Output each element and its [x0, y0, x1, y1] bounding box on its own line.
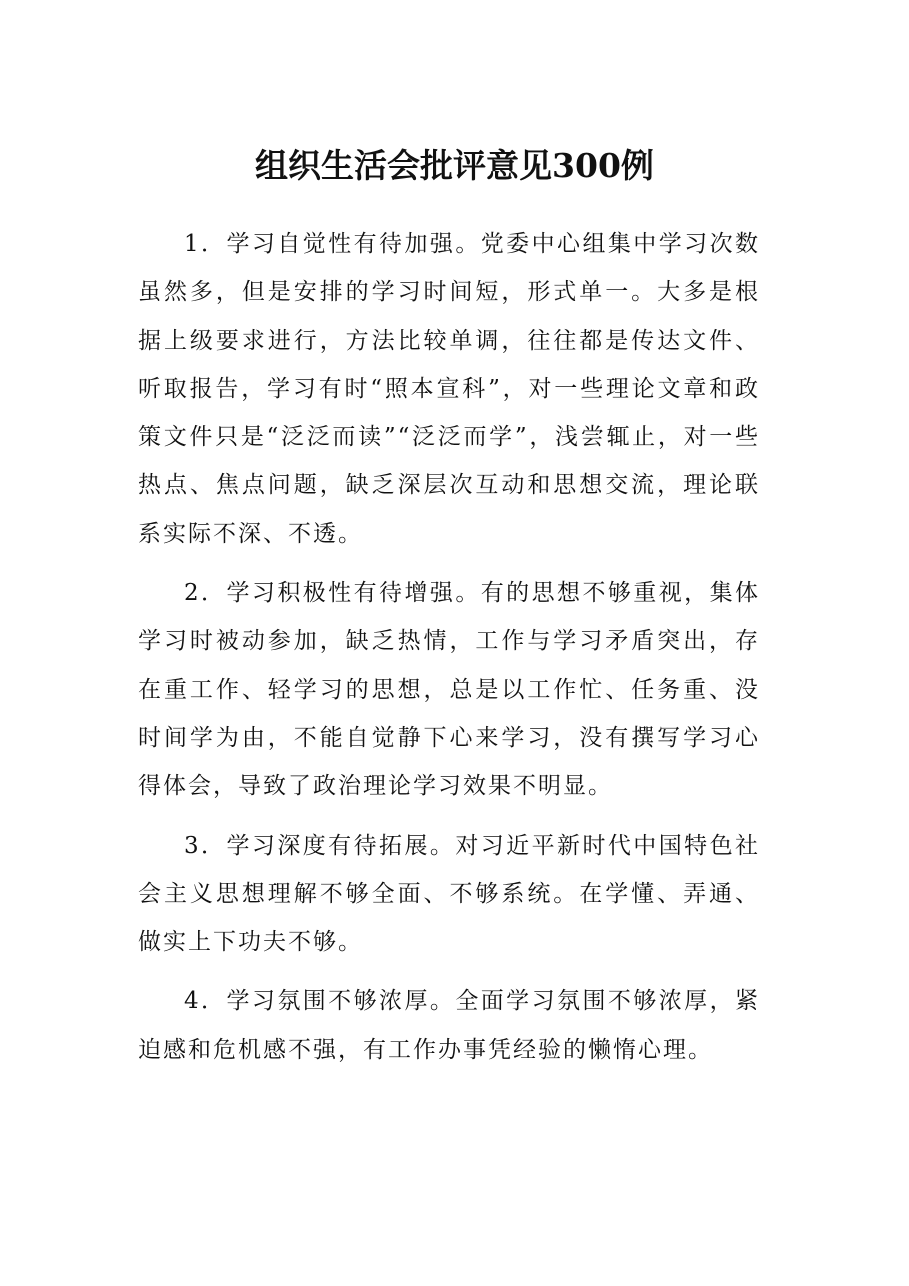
document-body [138, 220, 760, 1085]
paragraph-3: 3．学习深度有待拓展。对习近平新时代中国特色社会主义思想理解不够全面、不够系统。在学懂、弄通、做实上下功夫不够。 [138, 832, 760, 956]
paragraph-2: 2．学习积极性有待增强。有的思想不够重视，集体学习时被动参加，缺乏热情，工作与学习矛盾突出，存在重工作、轻学习的思想，总是以工作忙、任务重、没时间学为由，不能自觉静下心来学习，没有撰写学习心得体会，导致了政治理论学习效果不明显。 [138, 580, 760, 800]
document-title: 组织生活会批评意见300例 [255, 146, 654, 185]
paragraph-4: 4．学习氛围不够浓厚。全面学习氛围不够浓厚，紧迫感和危机感不强，有工作办事凭经验的懒惰心理。 [138, 988, 760, 1063]
paragraph-1: 1．学习自觉性有待加强。党委中心组集中学习次数虽然多，但是安排的学习时间短，形式单一。大多是根据上级要求进行，方法比较单调，往往都是传达文件、听取报告，学习有时“照本宣科”，对一些理论文章和政策文件只是“泛泛而读”“泛泛而学”，浅尝辄止，对一些热点、焦点问题，缺乏深层次互动和思想交流，理论联系实际不深、不透。 [138, 231, 760, 547]
